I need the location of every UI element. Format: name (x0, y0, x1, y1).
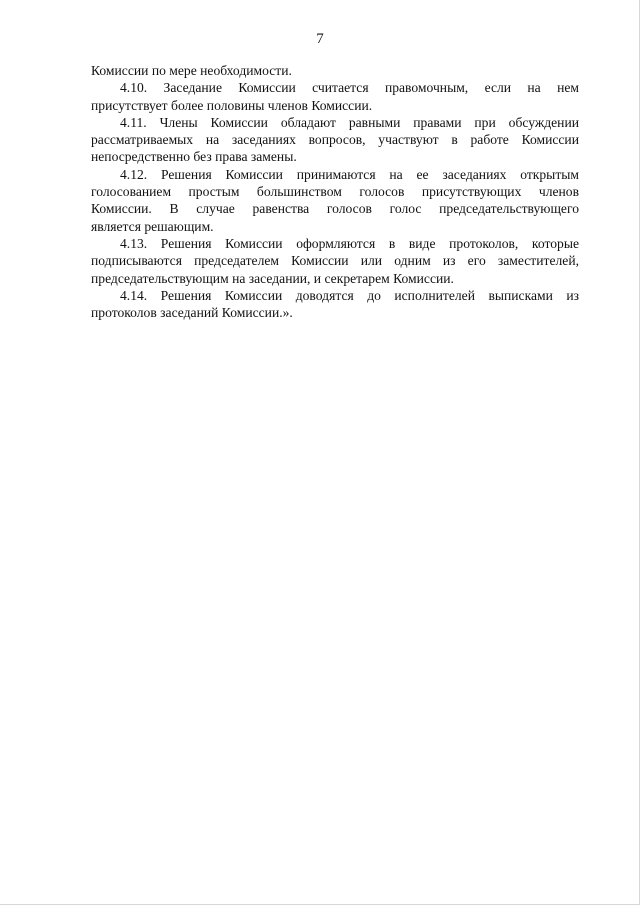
paragraph-4-11 (91, 114, 579, 166)
text-line: Комиссии по мере необходимости. (91, 63, 292, 78)
text-line: Комиссии. В случае равенства голосов голос председательствующего (91, 201, 579, 217)
text-line: председательствующим на заседании, и секретарем Комиссии. (91, 270, 454, 286)
text-line: 4.10. Заседание Комиссии считается правомочным, если на нем (120, 80, 579, 96)
text-line: 4.12. Решения Комиссии принимаются на ее заседаниях открытым (120, 166, 579, 182)
document-body (91, 62, 579, 321)
text-line: непосредственно без права замены. (91, 149, 297, 165)
text-line: рассматриваемых на заседаниях вопросов, участвуют в работе Комиссии (91, 132, 579, 148)
text-line: является решающим. (91, 218, 214, 234)
text-line: присутствует более половины членов Комиссии. (91, 97, 373, 113)
text-line: 4.11. Члены Комиссии обладают равными правами при обсуждении (120, 114, 579, 130)
paragraph-4-12 (91, 166, 579, 235)
paragraph-continuation (91, 62, 579, 79)
paragraph-4-14 (91, 287, 579, 322)
page-number: 7 (316, 31, 324, 47)
text-line: 4.14. Решения Комиссии доводятся до исполнителей выписками из (120, 287, 579, 303)
paragraph-4-13 (91, 235, 579, 287)
text-line: 4.13. Решения Комиссии оформляются в виде протоколов, которые (120, 235, 579, 251)
text-line: голосованием простым большинством голосов присутствующих членов (91, 184, 579, 200)
paragraph-4-10 (91, 79, 579, 114)
text-line: подписываются председателем Комиссии или одним из его заместителей, (91, 253, 579, 269)
text-line: протоколов заседаний Комиссии.». (91, 305, 293, 321)
